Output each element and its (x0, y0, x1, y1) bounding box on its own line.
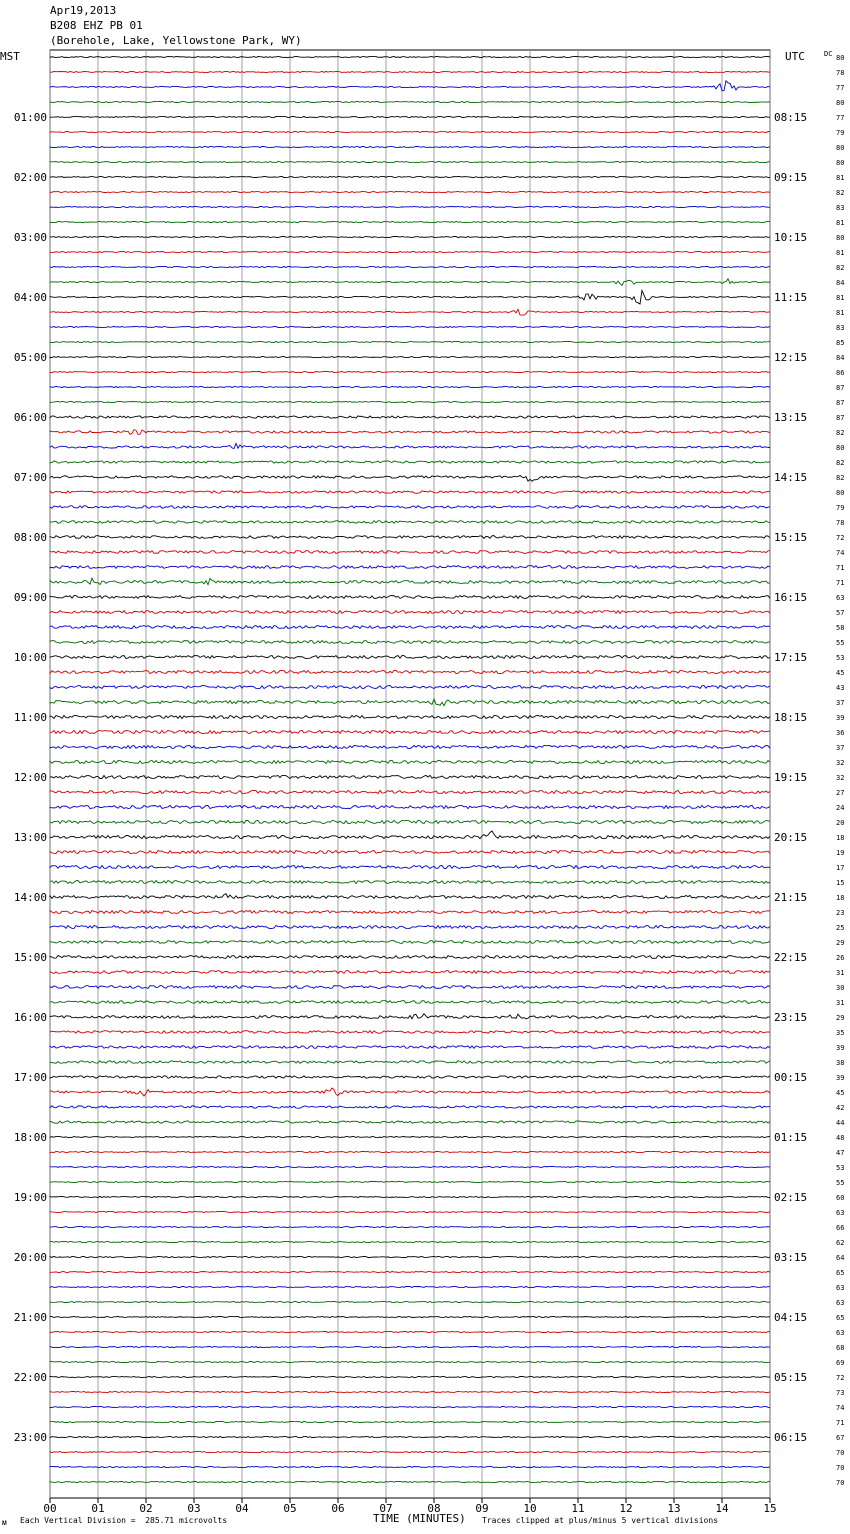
trace-row (50, 1166, 770, 1167)
trace-row (50, 416, 770, 418)
mst-hour-label: 05:00 (13, 351, 47, 364)
utc-hour-label: 04:15 (774, 1311, 808, 1324)
trace-row (50, 715, 770, 718)
dc-offset-label: 82 (836, 429, 845, 437)
dc-offset-label: 79 (836, 129, 845, 137)
trace-row (50, 266, 770, 267)
dc-offset-label: 27 (836, 789, 845, 797)
x-tick-label: 03 (187, 1502, 201, 1515)
trace-row (50, 850, 770, 853)
trace-row (50, 206, 770, 207)
dc-offset-label: 77 (836, 114, 845, 122)
trace-row (50, 1001, 770, 1004)
trace-row (50, 1331, 770, 1332)
trace-row (50, 131, 770, 132)
dc-offset-label: 80 (836, 444, 845, 452)
dc-offset-label: 42 (836, 1104, 845, 1112)
dc-offset-label: 71 (836, 1419, 845, 1427)
dc-offset-label: 66 (836, 1224, 845, 1232)
dc-offset-label: 70 (836, 1449, 845, 1457)
utc-hour-label: 01:15 (774, 1131, 808, 1144)
dc-offset-label: 24 (836, 804, 845, 812)
dc-offset-label: 74 (836, 1404, 845, 1412)
trace-row (50, 865, 770, 868)
utc-hour-label: 15:15 (774, 531, 808, 544)
dc-offset-label: 29 (836, 1014, 845, 1022)
dc-offset-label: 32 (836, 759, 845, 767)
trace-row (50, 1181, 770, 1182)
x-tick-label: 10 (523, 1502, 537, 1515)
dc-offset-label: 83 (836, 324, 845, 332)
trace-row (50, 1241, 770, 1242)
dc-offset-label: 73 (836, 1389, 845, 1397)
trace-row (50, 1421, 770, 1422)
trace-row (50, 356, 770, 357)
dc-offset-label: 82 (836, 459, 845, 467)
x-tick-label: 05 (283, 1502, 297, 1515)
dc-offset-label: 84 (836, 354, 845, 362)
trace-row (50, 656, 770, 659)
dc-offset-label: 72 (836, 1374, 845, 1382)
x-tick-label: 00 (43, 1502, 57, 1515)
dc-offset-label: 38 (836, 1059, 845, 1067)
trace-row (50, 221, 770, 222)
dc-offset-label: 81 (836, 309, 845, 317)
trace-row (50, 611, 770, 614)
mst-hour-label: 13:00 (13, 831, 47, 844)
dc-offset-label: 53 (836, 1164, 845, 1172)
trace-row (50, 146, 770, 147)
dc-offset-label: 36 (836, 729, 845, 737)
dc-offset-label: 63 (836, 1284, 845, 1292)
trace-row (50, 941, 770, 944)
trace-row (50, 1088, 770, 1096)
trace-row (50, 894, 770, 899)
trace-row (50, 443, 770, 448)
dc-offset-label: 77 (836, 84, 845, 92)
mst-hour-label: 15:00 (13, 951, 47, 964)
mst-hour-label: 02:00 (13, 171, 47, 184)
mst-hour-label: 18:00 (13, 1131, 47, 1144)
corner-mark: ᴍ (2, 1518, 7, 1527)
x-tick-label: 04 (235, 1502, 249, 1515)
x-tick-label: 15 (763, 1502, 777, 1515)
mst-hour-label: 12:00 (13, 771, 47, 784)
dc-offset-label: 39 (836, 1044, 845, 1052)
dc-offset-label: 80 (836, 234, 845, 242)
trace-row (50, 820, 770, 823)
dc-offset-label: 18 (836, 834, 845, 842)
dc-offset-label: 70 (836, 1479, 845, 1487)
trace-row (50, 251, 770, 252)
trace-row (50, 745, 770, 748)
trace-row (50, 1136, 770, 1137)
utc-hour-label: 23:15 (774, 1011, 808, 1024)
trace-row (50, 626, 770, 629)
trace-row (50, 596, 770, 599)
dc-offset-label: 47 (836, 1149, 845, 1157)
dc-offset-label: 37 (836, 699, 845, 707)
utc-hour-label: 14:15 (774, 471, 808, 484)
dc-offset-label: 83 (836, 204, 845, 212)
trace-row (50, 831, 770, 839)
trace-row (50, 551, 770, 554)
trace-row (50, 1271, 770, 1272)
trace-row (50, 1436, 770, 1437)
dc-offset-label: 20 (836, 819, 845, 827)
dc-offset-label: 86 (836, 369, 845, 377)
dc-offset-label: 78 (836, 69, 845, 77)
x-tick-label: 09 (475, 1502, 489, 1515)
dc-offset-label: 80 (836, 144, 845, 152)
trace-row (50, 956, 770, 959)
trace-row (50, 760, 770, 763)
dc-offset-label: 71 (836, 579, 845, 587)
utc-hour-label: 06:15 (774, 1431, 808, 1444)
dc-offset-label: 81 (836, 294, 845, 302)
dc-offset-label: 74 (836, 549, 845, 557)
trace-row (50, 1391, 770, 1392)
mst-hour-label: 01:00 (13, 111, 47, 124)
utc-hour-label: 02:15 (774, 1191, 808, 1204)
seismic-traces (50, 56, 770, 1482)
x-tick-label: 07 (379, 1502, 393, 1515)
utc-hour-label: 12:15 (774, 351, 808, 364)
scale-note: Each Vertical Division = 285.71 microvolts (20, 1516, 228, 1525)
utc-hour-label: 05:15 (774, 1371, 808, 1384)
utc-hour-label: 10:15 (774, 231, 808, 244)
utc-hour-label: 17:15 (774, 651, 808, 664)
dc-offset-label: 65 (836, 1269, 845, 1277)
trace-row (50, 926, 770, 929)
trace-row (50, 1466, 770, 1467)
dc-offset-label: 35 (836, 1029, 845, 1037)
trace-row (50, 1211, 770, 1212)
dc-offset-label: 55 (836, 639, 845, 647)
trace-row (50, 290, 770, 304)
trace-row (50, 578, 770, 585)
dc-offset-label: 43 (836, 684, 845, 692)
x-tick-label: 02 (139, 1502, 153, 1515)
dc-column-title: DC (824, 50, 833, 58)
dc-offset-label: 79 (836, 504, 845, 512)
dc-offset-label: 26 (836, 954, 845, 962)
trace-row (50, 880, 770, 883)
chart-location: (Borehole, Lake, Yellowstone Park, WY) (50, 34, 302, 47)
dc-offset-label: 45 (836, 669, 845, 677)
trace-row (50, 1406, 770, 1407)
dc-offset-label: 78 (836, 519, 845, 527)
chart-date: Apr19,2013 (50, 4, 117, 17)
trace-row (50, 1196, 770, 1197)
utc-hour-label: 03:15 (774, 1251, 808, 1264)
trace-row (50, 1121, 770, 1123)
dc-offset-label: 57 (836, 609, 845, 617)
dc-offset-label: 63 (836, 1209, 845, 1217)
x-tick-label: 08 (427, 1502, 441, 1515)
mst-hour-label: 03:00 (13, 231, 47, 244)
trace-row (50, 71, 770, 72)
dc-offset-label: 55 (836, 1179, 845, 1187)
trace-row (50, 1076, 770, 1078)
dc-offset-label: 87 (836, 384, 845, 392)
dc-offset-label: 85 (836, 339, 845, 347)
trace-row (50, 699, 770, 706)
mst-hour-label: 11:00 (13, 711, 47, 724)
dc-offset-label: 30 (836, 984, 845, 992)
trace-row (50, 910, 770, 913)
dc-offset-label: 58 (836, 624, 845, 632)
dc-offset-label: 80 (836, 99, 845, 107)
trace-row (50, 986, 770, 989)
dc-offset-label: 45 (836, 1089, 845, 1097)
chart-labels (14, 54, 845, 1515)
mst-hour-label: 20:00 (13, 1251, 47, 1264)
dc-offset-label: 63 (836, 1299, 845, 1307)
dc-offset-label: 32 (836, 774, 845, 782)
dc-offset-label: 62 (836, 1239, 845, 1247)
dc-offset-label: 44 (836, 1119, 845, 1127)
trace-row (50, 326, 770, 327)
trace-row (50, 1061, 770, 1064)
trace-row (50, 1226, 770, 1227)
trace-row (50, 1451, 770, 1452)
trace-row (50, 641, 770, 644)
trace-row (50, 1031, 770, 1034)
dc-offset-label: 64 (836, 1254, 845, 1262)
dc-offset-label: 69 (836, 1359, 845, 1367)
x-tick-label: 13 (667, 1502, 681, 1515)
mst-axis-title: MST (0, 50, 20, 63)
dc-offset-label: 87 (836, 399, 845, 407)
utc-hour-label: 19:15 (774, 771, 808, 784)
dc-offset-label: 80 (836, 54, 845, 62)
dc-offset-label: 67 (836, 1434, 845, 1442)
x-tick-label: 11 (571, 1502, 585, 1515)
trace-row (50, 461, 770, 463)
mst-hour-label: 04:00 (13, 291, 47, 304)
dc-offset-label: 19 (836, 849, 845, 857)
trace-row (50, 1151, 770, 1152)
mst-hour-label: 14:00 (13, 891, 47, 904)
dc-offset-label: 80 (836, 489, 845, 497)
dc-offset-label: 63 (836, 594, 845, 602)
dc-offset-label: 87 (836, 414, 845, 422)
dc-offset-label: 81 (836, 174, 845, 182)
dc-offset-label: 68 (836, 1344, 845, 1352)
dc-offset-label: 80 (836, 159, 845, 167)
utc-hour-label: 08:15 (774, 111, 808, 124)
dc-offset-label: 29 (836, 939, 845, 947)
dc-offset-label: 60 (836, 1194, 845, 1202)
utc-hour-label: 13:15 (774, 411, 808, 424)
utc-hour-label: 16:15 (774, 591, 808, 604)
dc-offset-label: 81 (836, 219, 845, 227)
x-tick-label: 01 (91, 1502, 105, 1515)
dc-offset-label: 65 (836, 1314, 845, 1322)
trace-row (50, 81, 770, 91)
trace-row (50, 1481, 770, 1482)
trace-row (50, 309, 770, 315)
dc-offset-label: 63 (836, 1329, 845, 1337)
mst-hour-label: 16:00 (13, 1011, 47, 1024)
trace-row (50, 805, 770, 808)
trace-row (50, 566, 770, 569)
chart-station: B208 EHZ PB 01 (50, 19, 143, 32)
trace-row (50, 1014, 770, 1019)
trace-row (50, 401, 770, 402)
utc-hour-label: 00:15 (774, 1071, 808, 1084)
trace-row (50, 236, 770, 237)
trace-row (50, 1316, 770, 1317)
dc-offset-label: 70 (836, 1464, 845, 1472)
dc-offset-label: 39 (836, 714, 845, 722)
mst-hour-label: 17:00 (13, 1071, 47, 1084)
dc-offset-label: 82 (836, 474, 845, 482)
trace-row (50, 971, 770, 974)
trace-row (50, 506, 770, 509)
trace-row (50, 371, 770, 372)
dc-offset-label: 53 (836, 654, 845, 662)
dc-offset-label: 71 (836, 564, 845, 572)
mst-hour-label: 10:00 (13, 651, 47, 664)
utc-hour-label: 09:15 (774, 171, 808, 184)
trace-row (50, 1346, 770, 1347)
trace-row (50, 56, 770, 57)
trace-row (50, 536, 770, 539)
mst-hour-label: 19:00 (13, 1191, 47, 1204)
mst-hour-label: 09:00 (13, 591, 47, 604)
mst-hour-label: 22:00 (13, 1371, 47, 1384)
trace-row (50, 1256, 770, 1257)
trace-row (50, 1046, 770, 1049)
dc-offset-label: 18 (836, 894, 845, 902)
trace-row (50, 1106, 770, 1108)
utc-axis-title: UTC (785, 50, 805, 63)
mst-hour-label: 07:00 (13, 471, 47, 484)
dc-offset-label: 37 (836, 744, 845, 752)
dc-offset-label: 82 (836, 189, 845, 197)
utc-hour-label: 22:15 (774, 951, 808, 964)
trace-row (50, 790, 770, 793)
mst-hour-label: 06:00 (13, 411, 47, 424)
mst-hour-label: 08:00 (13, 531, 47, 544)
dc-offset-label: 39 (836, 1074, 845, 1082)
trace-row (50, 491, 770, 494)
trace-row (50, 279, 770, 286)
trace-row (50, 386, 770, 387)
dc-offset-label: 31 (836, 999, 845, 1007)
dc-offset-label: 23 (836, 909, 845, 917)
trace-row (50, 775, 770, 778)
trace-row (50, 475, 770, 481)
trace-row (50, 1301, 770, 1302)
utc-hour-label: 18:15 (774, 711, 808, 724)
trace-row (50, 521, 770, 524)
trace-row (50, 176, 770, 177)
trace-row (50, 670, 770, 673)
dc-offset-label: 82 (836, 264, 845, 272)
trace-row (50, 116, 770, 117)
trace-row (50, 685, 770, 688)
dc-offset-label: 17 (836, 864, 845, 872)
trace-row (50, 730, 770, 733)
trace-row (50, 191, 770, 192)
trace-row (50, 161, 770, 162)
mst-hour-label: 21:00 (13, 1311, 47, 1324)
utc-hour-label: 21:15 (774, 891, 808, 904)
clip-note: Traces clipped at plus/minus 5 vertical divisions (482, 1516, 719, 1525)
dc-offset-label: 81 (836, 249, 845, 257)
x-tick-label: 14 (715, 1502, 729, 1515)
trace-row (50, 1361, 770, 1362)
trace-row (50, 1286, 770, 1287)
trace-row (50, 101, 770, 102)
dc-offset-label: 48 (836, 1134, 845, 1142)
utc-hour-label: 20:15 (774, 831, 808, 844)
utc-hour-label: 11:15 (774, 291, 808, 304)
x-tick-label: 12 (619, 1502, 633, 1515)
dc-offset-label: 31 (836, 969, 845, 977)
dc-offset-label: 84 (836, 279, 845, 287)
x-axis-title: TIME (MINUTES) (373, 1512, 466, 1525)
dc-offset-label: 15 (836, 879, 845, 887)
trace-row (50, 1376, 770, 1377)
dc-offset-label: 25 (836, 924, 845, 932)
dc-offset-label: 72 (836, 534, 845, 542)
x-tick-label: 06 (331, 1502, 345, 1515)
trace-row (50, 430, 770, 435)
mst-hour-label: 23:00 (13, 1431, 47, 1444)
trace-row (50, 341, 770, 342)
